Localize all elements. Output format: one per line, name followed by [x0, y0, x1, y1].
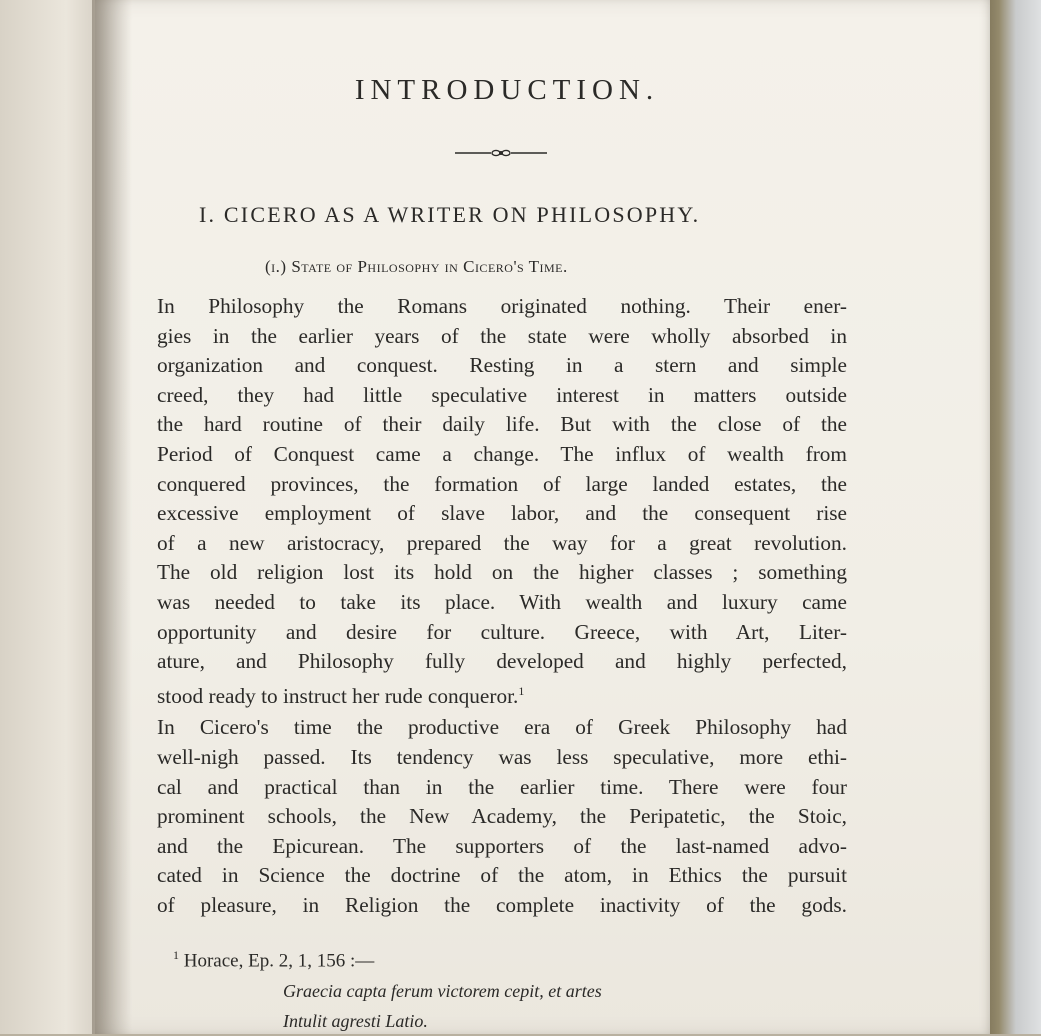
text-line: organization and conquest. Resting in a stern and simple — [157, 353, 847, 378]
text-line — [157, 677, 847, 712]
section-heading: I. CICERO AS A WRITER ON PHILOSOPHY. — [199, 202, 701, 227]
text-line: In Philosophy the Romans originated nothing. Their ener- — [157, 294, 847, 318]
paragraph-1 — [157, 292, 847, 711]
footnote — [173, 940, 793, 1036]
paragraph-2 — [157, 713, 847, 920]
text-line: of pleasure, in Religion the complete inactivity of the gods. — [157, 892, 847, 917]
text-line: cal and practical than in the earlier time. There were four — [157, 774, 847, 799]
text-line: conquered provinces, the formation of large landed estates, the — [157, 471, 847, 496]
text-line: of a new aristocracy, prepared the way for a great revolution. — [157, 530, 847, 555]
footnote-ref: 1 — [518, 683, 525, 698]
body-text — [157, 292, 847, 921]
text-line: creed, they had little speculative interest in matters outside — [157, 382, 847, 407]
text-line: gies in the earlier years of the state were wholly absorbed in — [157, 323, 847, 348]
ornament-divider-icon — [455, 146, 547, 160]
footnote-citation: Horace, Ep. 2, 1, 156 :— — [183, 950, 375, 972]
text-line: ature, and Philosophy fully developed and highly perfected, — [157, 649, 847, 674]
footnote-reference — [173, 940, 793, 976]
subsection-heading: (i.) State of Philosophy in Cicero's Time. — [265, 257, 568, 276]
text-line: In Cicero's time the productive era of Greek Philosophy had — [157, 715, 847, 740]
text-line: well-nigh passed. Its tendency was less speculative, more ethi- — [157, 745, 847, 769]
text-line: was needed to take its place. With wealth and luxury came — [157, 589, 847, 614]
text-line-content: stood ready to instruct her rude conqueror. — [157, 683, 519, 708]
page-title: INTRODUCTION. — [354, 74, 660, 106]
text-line: excessive employment of slave labor, and the consequent rise — [157, 501, 847, 526]
footnote-verse-line: Intulit agresti Latio. — [283, 1011, 428, 1032]
text-line: and the Epicurean. The supporters of the last-named advo- — [157, 833, 847, 858]
text-line: opportunity and desire for culture. Greece, with Art, Liter- — [157, 619, 847, 644]
page-gutter-shadow — [92, 0, 132, 1034]
text-line: prominent schools, the New Academy, the Peripatetic, the Stoic, — [157, 804, 847, 829]
footnote-verse-line: Graecia capta ferum victorem cepit, et artes — [283, 981, 602, 1002]
book-cover-edge — [985, 0, 1041, 1034]
text-line: cated in Science the doctrine of the atom, in Ethics the pursuit — [157, 863, 847, 888]
book-page — [95, 0, 990, 1034]
text-line: the hard routine of their daily life. But with the close of the — [157, 412, 847, 437]
text-line: The old religion lost its hold on the higher classes ; something — [157, 560, 847, 585]
footnote-marker: 1 — [173, 948, 179, 962]
text-line: Period of Conquest came a change. The influx of wealth from — [157, 441, 847, 466]
